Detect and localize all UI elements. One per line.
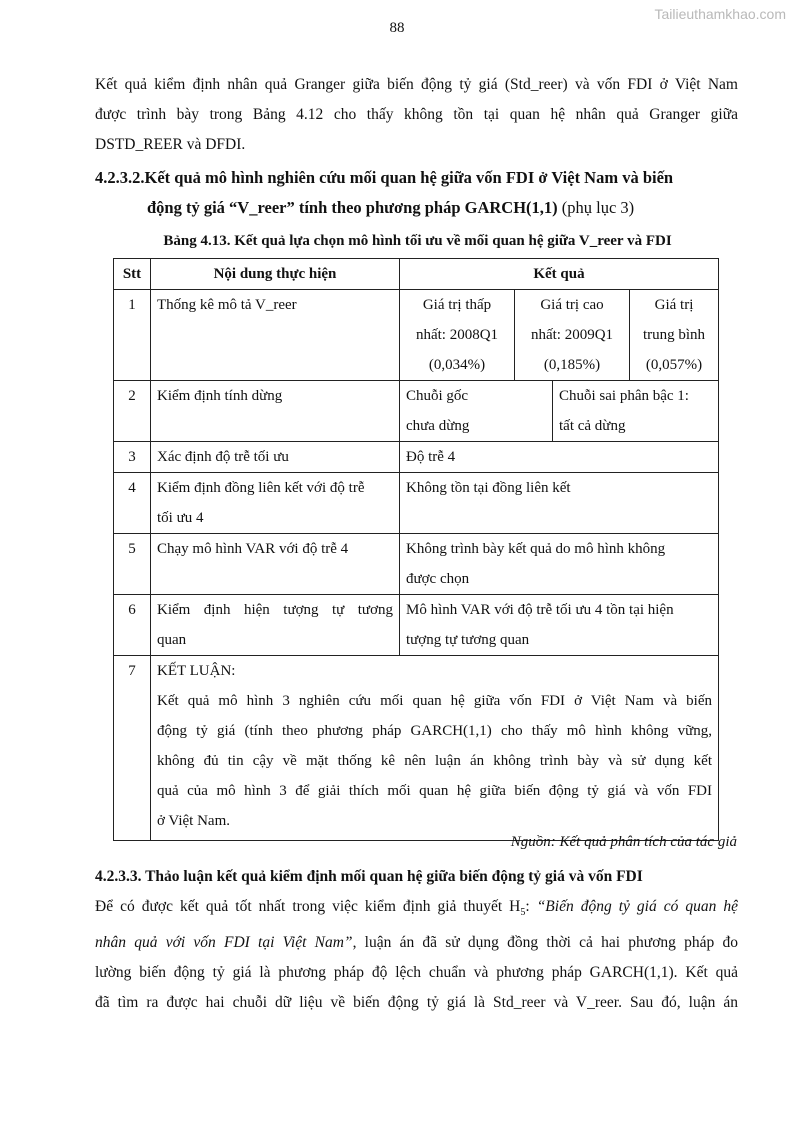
stationarity-diff <box>553 381 719 441</box>
header-stt: Stt <box>114 259 151 290</box>
stat-text: Giá trị <box>654 297 694 313</box>
row-result: Không tồn tại đồng liên kết <box>400 473 719 534</box>
stat-mean <box>630 290 719 380</box>
section-heading-4232 <box>95 163 740 223</box>
intro-paragraph <box>95 70 738 160</box>
row-stt: 4 <box>114 473 151 534</box>
stat-text: (0,057%) <box>645 357 703 373</box>
results-table <box>113 258 719 841</box>
row-task: Thống kê mô tả V_reer <box>151 290 400 381</box>
discussion-paragraph <box>95 892 738 1018</box>
row-task <box>151 473 400 534</box>
table-row <box>114 534 719 595</box>
task-text: Kiểm định hiện tượng tự tương <box>157 602 393 618</box>
intro-line: Kết quả kiểm định nhân quả Granger giữa biến động tỷ giá (Std_reer) và vốn FDI ở Việt Nam <box>95 76 738 93</box>
table-caption: Bảng 4.13. Kết quả lựa chọn mô hình tối ưu về mối quan hệ giữa V_reer và FDI <box>163 233 672 249</box>
row-task: Chạy mô hình VAR với độ trễ 4 <box>151 534 400 595</box>
intro-line: được trình bày trong Bảng 4.12 cho thấy không tồn tại quan hệ nhân quả Granger giữa <box>95 106 738 123</box>
body-line: Để có được kết quả tốt nhất trong việc kiểm định giả thuyết $H_5$: “Biến động tỷ giá có quan hệ <box>95 898 739 919</box>
table-row <box>114 290 719 381</box>
heading-line-2-bold: động tỷ giá “V_reer” tính theo phương pháp GARCH(1,1) <box>147 198 558 217</box>
header-task: Nội dung thực hiện <box>151 259 400 290</box>
watermark: Tailieuthamkhao.com <box>654 6 786 22</box>
stat-text: trung bình <box>642 327 706 343</box>
heading-line-1: 4.2.3.2.Kết quả mô hình nghiên cứu mối quan hệ giữa vốn FDI ở Việt Nam và biến <box>95 168 674 187</box>
section-heading-4233: 4.2.3.3. Thảo luận kết quả kiểm định mối quan hệ giữa biến động tỷ giá và vốn FDI <box>95 868 643 885</box>
result-text: Không trình bày kết quả do mô hình không <box>406 541 666 557</box>
row-result <box>400 290 719 381</box>
conclusion-title: KẾT LUẬN: <box>157 663 236 679</box>
stationarity-text: Chuỗi sai phân bậc 1: <box>559 388 689 404</box>
conclusion-line: Kết quả mô hình 3 nghiên cứu mối quan hệ giữa vốn FDI ở Việt Nam và biến <box>157 693 712 709</box>
stationarity-text: Chuỗi gốc <box>406 388 469 404</box>
table-row <box>114 473 719 534</box>
row-result <box>400 534 719 595</box>
stat-text: nhất: 2009Q1 <box>530 327 614 343</box>
stationarity-subtable <box>400 381 718 441</box>
table-row <box>114 656 719 841</box>
body-line: lường biến động tỷ giá là phương pháp độ lệch chuẩn và phương pháp GARCH(1,1). Kết quả <box>95 964 738 982</box>
heading-line-2 <box>95 193 740 223</box>
conclusion-line: không đủ tin cậy về mặt thống kê nên luận án không trình bày và sử dụng kết <box>157 753 712 769</box>
stationarity-level <box>400 381 553 441</box>
row-stt: 5 <box>114 534 151 595</box>
row-stt: 7 <box>114 656 151 841</box>
header-result: Kết quả <box>400 259 719 290</box>
row-result <box>400 381 719 442</box>
row-stt: 1 <box>114 290 151 381</box>
stat-max <box>515 290 630 380</box>
stat-text: Giá trị thấp <box>422 297 492 313</box>
table-header-row <box>114 259 719 290</box>
table-row <box>114 595 719 656</box>
stationarity-text: chưa dừng <box>406 418 470 434</box>
stationarity-text: tất cả dừng <box>559 418 626 434</box>
source-note: Nguồn: Kết quả phân tích của tác giả <box>510 834 737 850</box>
stat-text: Giá trị cao <box>540 297 604 313</box>
stat-text: (0,185%) <box>543 357 601 373</box>
row-task <box>151 595 400 656</box>
stat-text: nhất: 2008Q1 <box>415 327 499 343</box>
task-text: Kiểm định đồng liên kết với độ trễ <box>157 480 365 496</box>
result-text: Mô hình VAR với độ trễ tối ưu 4 tồn tại hiện <box>406 602 674 618</box>
task-text: quan <box>157 632 187 648</box>
result-text: tượng tự tương quan <box>406 632 530 648</box>
body-line: nhân quả với vốn FDI tại Việt Nam”, luận án đã sử dụng đồng thời cả hai phương pháp đo <box>95 934 738 952</box>
stats-subtable <box>400 290 718 380</box>
row-stt: 2 <box>114 381 151 442</box>
result-text: được chọn <box>406 571 470 587</box>
row-result <box>400 595 719 656</box>
body-line: đã tìm ra được hai chuỗi dữ liệu về biến động tỷ giá là Std_reer và V_reer. Sau đó, luận án <box>95 994 738 1012</box>
table-row <box>114 442 719 473</box>
stat-min <box>400 290 515 380</box>
conclusion-line: động tỷ giá (tính theo phương pháp GARCH(1,1) cho thấy mô hình không vững, <box>157 723 712 739</box>
row-stt: 6 <box>114 595 151 656</box>
row-result: Độ trễ 4 <box>400 442 719 473</box>
task-text: tối ưu 4 <box>157 510 204 526</box>
stat-text: (0,034%) <box>428 357 486 373</box>
row-task: Xác định độ trễ tối ưu <box>151 442 400 473</box>
conclusion-cell <box>151 656 719 841</box>
page-number: 88 <box>389 20 405 36</box>
conclusion-line: quả của mô hình 3 để giải thích mối quan hệ giữa biến động tỷ giá và vốn FDI <box>157 783 712 799</box>
heading-line-2-normal: (phụ lục 3) <box>557 198 635 217</box>
row-stt: 3 <box>114 442 151 473</box>
row-task: Kiểm định tính dừng <box>151 381 400 442</box>
table-row <box>114 381 719 442</box>
conclusion-line: ở Việt Nam. <box>157 813 230 829</box>
intro-line: DSTD_REER và DFDI. <box>95 136 246 153</box>
